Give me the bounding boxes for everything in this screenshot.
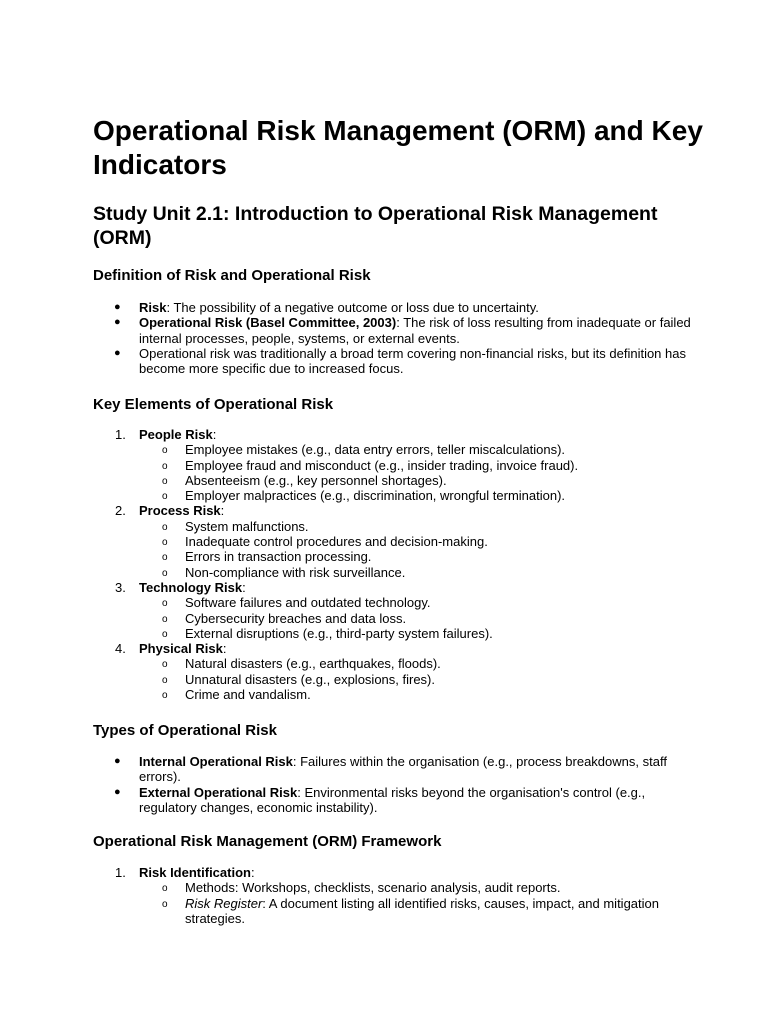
list-item [93,315,693,346]
bullet-icon: ● [114,346,121,359]
sub-list-item [93,626,693,641]
circle-bullet-icon: o [162,445,168,457]
unit-heading: Study Unit 2.1: Introduction to Operational Risk Management (ORM) [93,203,658,249]
circle-bullet-icon: o [162,521,168,533]
framework-heading: Operational Risk Management (ORM) Framework [93,833,442,850]
sub-list-item [93,656,693,671]
sub-list [139,442,693,503]
list-item-suffix: : [220,503,225,519]
list-item [93,754,693,785]
list-item-text: : The possibility of a negative outcome or loss due to uncertainty. [166,300,539,315]
sub-list-item [93,595,693,610]
list-item-term: Risk Identification [139,865,251,880]
key-elements-list [93,427,693,702]
list-item [93,580,693,641]
circle-bullet-icon: o [162,537,168,549]
sub-list-item [93,611,693,626]
sub-list-item [93,549,693,564]
list-item-term: Technology Risk [139,579,243,595]
sub-item-text: Absenteeism (e.g., key personnel shortages). [185,472,447,488]
circle-bullet-icon: o [162,460,168,472]
list-item-term: External Operational Risk [139,784,298,800]
list-item-term: Internal Operational Risk [139,754,293,769]
list-item-suffix: : [242,579,246,595]
sub-item-text: Software failures and outdated technology. [185,595,431,611]
list-item [93,503,693,579]
list-item [93,427,693,503]
types-heading: Types of Operational Risk [93,722,277,739]
list-item-text: : Failures within the organisation (e.g., process breakdowns, staff errors). [139,754,667,785]
sub-item-text: Natural disasters (e.g., earthquakes, floods). [185,656,441,672]
list-item-text: Operational risk was traditionally a broad term covering non-financial risks, but its definition has become more specific due to increased focus. [139,345,686,377]
sub-item-text: Employer malpractices (e.g., discrimination, wrongful termination). [185,488,566,504]
definition-heading: Definition of Risk and Operational Risk [93,267,371,284]
sub-item-text: Cybersecurity breaches and data loss. [185,610,407,626]
circle-bullet-icon: o [162,613,168,625]
sub-list-item [93,896,693,927]
sub-item-text: Employee mistakes (e.g., data entry errors, teller miscalculations). [185,442,566,458]
list-number: 3. [115,579,126,595]
sub-list-item [93,565,693,580]
framework-list [93,865,693,926]
circle-bullet-icon: o [162,883,168,895]
list-item-term: Operational Risk (Basel Committee, 2003) [139,315,397,331]
list-item-term: People Risk [139,427,213,442]
sub-item-text: : A document listing all identified risks, causes, impact, and mitigation strategies. [185,895,659,926]
key-elements-heading: Key Elements of Operational Risk [93,396,334,413]
sub-item-text: External disruptions (e.g., third-party system failures). [185,625,493,641]
list-item [93,300,693,315]
sub-list-item [93,534,693,549]
list-item [93,785,693,816]
sub-item-text: System malfunctions. [185,518,309,534]
circle-bullet-icon: o [162,491,168,503]
sub-item-text: Unnatural disasters (e.g., explosions, fires). [185,671,435,687]
list-item-text: : Environmental risks beyond the organisation's control (e.g., regulatory changes, economic instability). [139,784,646,815]
list-number: 1. [115,865,126,880]
circle-bullet-icon: o [162,659,168,671]
types-list [93,754,693,815]
list-item-text: : The risk of loss resulting from inadequate or failed internal processes, people, systems, or external events. [139,315,691,346]
bullet-icon: ● [114,785,121,798]
sub-list [139,595,693,641]
sub-item-term: Risk Register [185,895,263,911]
list-item-term: Physical Risk [139,641,223,657]
circle-bullet-icon: o [162,690,168,702]
sub-list [139,656,693,702]
list-item-term: Process Risk [139,503,221,519]
sub-list-item [93,442,693,457]
circle-bullet-icon: o [162,628,168,640]
sub-item-text: Non-compliance with risk surveillance. [185,564,406,580]
bullet-icon: ● [114,316,121,329]
sub-item-text: Errors in transaction processing. [185,549,372,565]
sub-list [139,880,693,926]
list-item-suffix: : [212,427,217,442]
circle-bullet-icon: o [162,552,168,564]
circle-bullet-icon: o [162,567,168,579]
circle-bullet-icon: o [162,598,168,610]
sub-list-item [93,458,693,473]
circle-bullet-icon: o [162,898,168,910]
list-item [93,346,693,377]
sub-list-item [93,687,693,702]
sub-list-item [93,519,693,534]
sub-item-text: Inadequate control procedures and decision-making. [185,534,488,550]
document-title: Operational Risk Management (ORM) and Key Indicators [93,115,703,180]
definition-list [93,300,693,376]
list-item-suffix: : [250,865,255,880]
circle-bullet-icon: o [162,475,168,487]
sub-item-text: Employee fraud and misconduct (e.g., insider trading, invoice fraud). [185,457,579,473]
list-item-suffix: : [222,641,227,657]
sub-list-item [93,880,693,895]
sub-list-item [93,488,693,503]
sub-list-item [93,672,693,687]
circle-bullet-icon: o [162,674,168,686]
list-item-term: Risk [139,300,167,315]
list-item [93,641,693,702]
list-number: 1. [115,427,126,442]
sub-list [139,519,693,580]
sub-item-text: Methods: Workshops, checklists, scenario analysis, audit reports. [185,880,561,896]
list-number: 2. [115,503,126,519]
sub-list-item [93,473,693,488]
bullet-icon: ● [114,301,121,313]
bullet-icon: ● [114,755,121,767]
list-item [93,865,693,926]
list-number: 4. [115,641,126,657]
sub-item-text: Crime and vandalism. [185,687,311,703]
